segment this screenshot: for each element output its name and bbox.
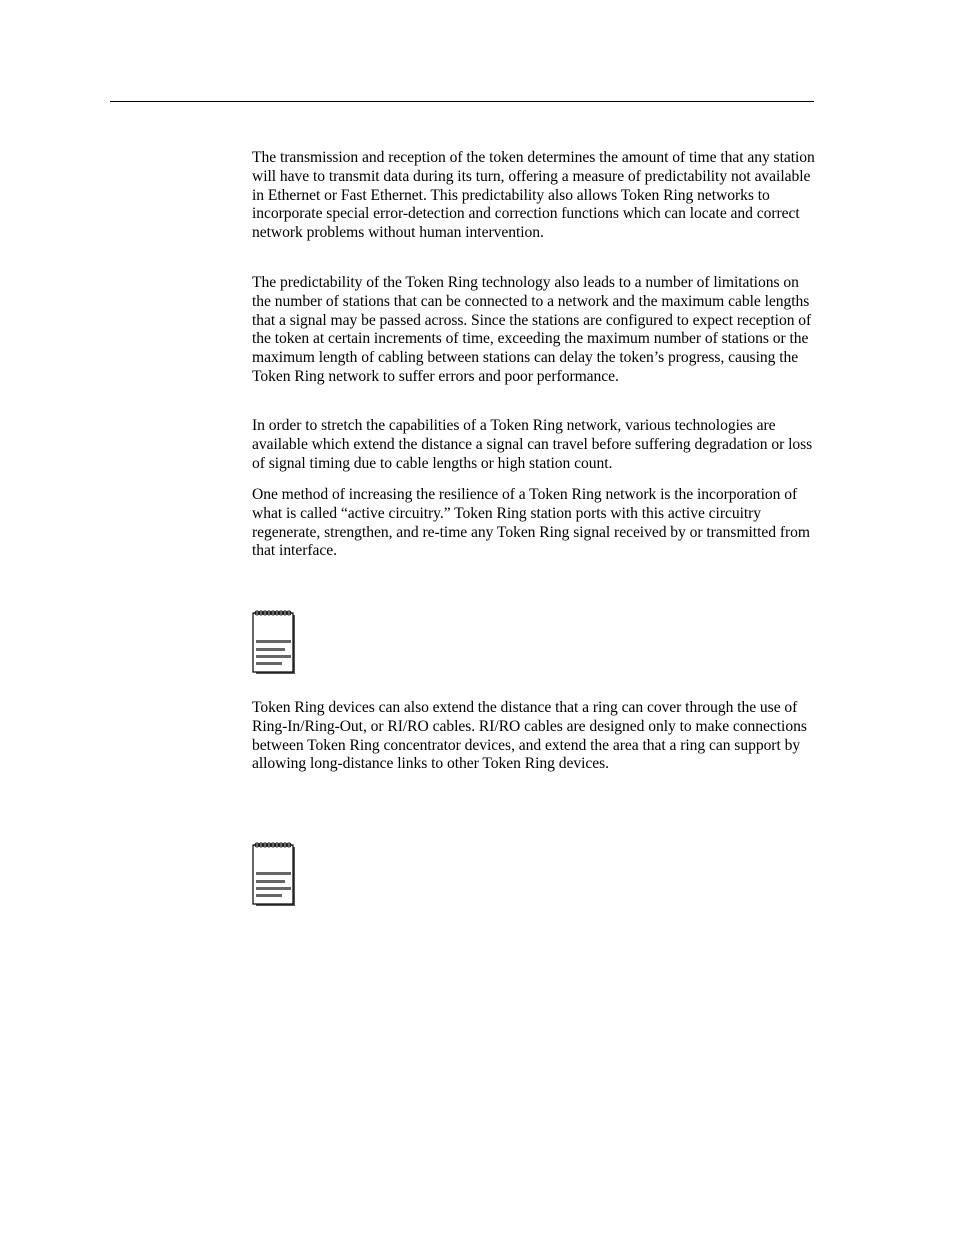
body-paragraph-stretch-capabilities: In order to stretch the capabilities of a Token Ring network, various technologies are available which extend the distance a signal can travel before suffering degradation or loss of signal timing due to cable lengths or high station count.: [252, 417, 813, 472]
body-paragraph-ri-ro-cables: Token Ring devices can also extend the distance that a ring can cover through the use of Ring-In/Ring-Out, or RI/RO cables. RI/RO cables are designed only to make connections between Token Ring concentrator devices, and extend the area that a ring can support by allowing long-distance links to other Token Ring devices.: [252, 699, 807, 773]
body-paragraph-token-predictability: The transmission and reception of the token determines the amount of time that any station will have to transmit data during its turn, offering a measure of predictability not available in Ethernet or Fast Ethernet. This predictability also allows Token Ring networks to incorporate special error-detection and correction functions which can locate and correct network problems without human intervention.: [252, 149, 815, 241]
body-paragraph-active-circuitry: One method of increasing the resilience of a Token Ring network is the incorporation of what is called “active circuitry.” Token Ring station ports with this active circuitry regenerate, strengthen, and re-time any Token Ring signal received by or transmitted from that interface.: [252, 486, 810, 560]
notepad-icon: [252, 842, 298, 908]
header-rule: [110, 101, 814, 102]
notepad-icon: [252, 610, 298, 676]
body-paragraph-limitations: The predictability of the Token Ring technology also leads to a number of limitations on the number of stations that can be connected to a network and the maximum cable lengths that a signal may be passed across. Since the stations are configured to expect reception of the token at certain increments of time, exceeding the maximum number of stations or the maximum length of cabling between stations can delay the token’s progress, causing the Token Ring network to suffer errors and poor performance.: [252, 274, 812, 385]
